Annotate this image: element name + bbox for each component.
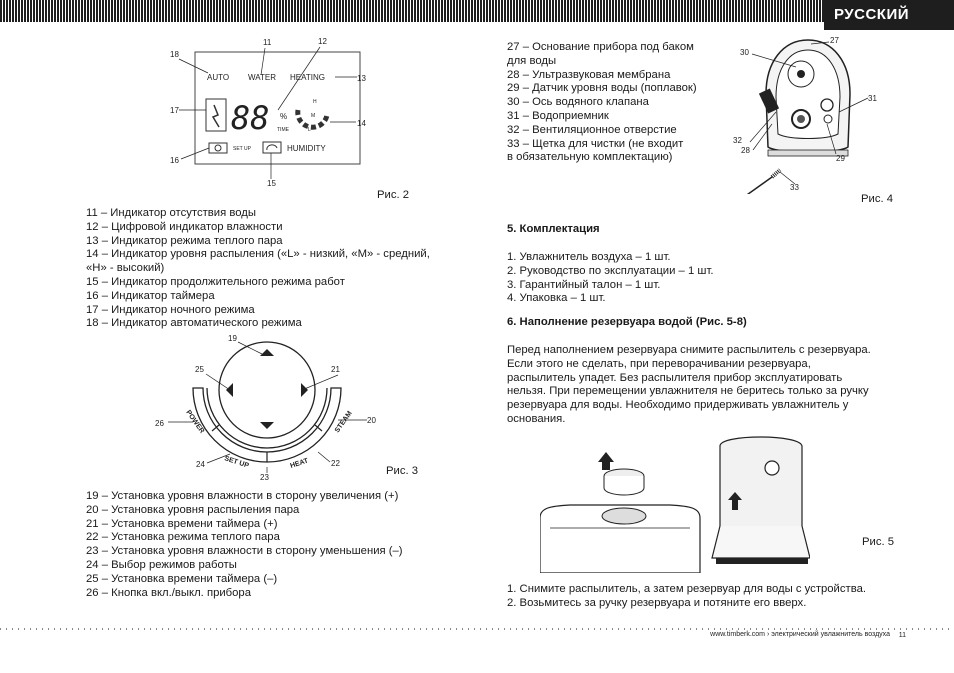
callout-29: 29 xyxy=(836,154,845,163)
footer-divider xyxy=(0,628,954,630)
list-item: 11 – Индикатор отсутствия воды xyxy=(86,207,256,219)
callout-33: 33 xyxy=(790,183,799,192)
callout-13: 13 xyxy=(357,74,366,83)
lcd-setup-label: SET UP xyxy=(233,146,251,152)
callout-21: 21 xyxy=(331,365,340,374)
arrow-down-icon xyxy=(260,422,274,429)
list-item: 31 – Водоприемник xyxy=(507,109,609,122)
callout-11: 11 xyxy=(263,38,272,47)
list-item: 30 – Ось водяного клапана xyxy=(507,96,649,109)
section6-paragraph xyxy=(507,344,871,427)
callout-30: 30 xyxy=(740,48,749,57)
list-item: 28 – Ультразвуковая мембрана xyxy=(507,68,671,81)
list-item: 2. Руководство по эксплуатации – 1 шт. xyxy=(507,264,714,277)
list-item: 17 – Индикатор ночного режима xyxy=(86,303,255,316)
humidifier-body xyxy=(720,437,802,529)
list-item: 1. Увлажнитель воздуха – 1 шт. xyxy=(507,251,671,263)
list-item: 2. Возьмитесь за ручку резервуара и потяните его вверх. xyxy=(507,596,807,609)
lcd-time-label: TIME xyxy=(277,127,289,133)
lcd-humidity-label: HUMIDITY xyxy=(287,144,326,153)
power-button-label[interactable]: POWER xyxy=(184,409,206,435)
callout-28: 28 xyxy=(741,146,750,155)
list-item: 13 – Индикатор режима теплого пара xyxy=(86,234,283,247)
lcd-water-label: WATER xyxy=(248,73,276,82)
list-item: в обязательную комплектацию) xyxy=(507,151,673,164)
paragraph-line: основания. xyxy=(507,412,566,425)
page-number: 11 xyxy=(898,632,906,639)
list-item: 22 – Установка режима теплого пара xyxy=(86,531,280,544)
section5-list xyxy=(507,251,714,306)
paragraph-line: резервуара для воды. Необходимо придерживать увлажнитель у xyxy=(507,399,849,412)
callout-22: 22 xyxy=(331,459,340,468)
footer-text: www.timberk.com › электрический увлажнитель воздуха xyxy=(710,631,890,638)
list-item: «H» - высокий) xyxy=(86,262,165,275)
control-panel-diagram xyxy=(150,330,385,485)
callout-19: 19 xyxy=(228,334,237,343)
paragraph-line: распылитель упадет. Без распылителя прибор эксплуатировать xyxy=(507,371,843,384)
list-item: 1. Снимите распылитель, а затем резервуар для воды с устройства. xyxy=(507,583,866,595)
list-item: для воды xyxy=(507,54,557,67)
arrow-up-icon xyxy=(598,452,614,470)
list-item: 26 – Кнопка вкл./выкл. прибора xyxy=(86,586,251,599)
list-item: 23 – Установка уровня влажности в сторону уменьшения (–) xyxy=(86,545,403,558)
paragraph-line: нельзя. При перемещении увлажнителя не беритесь только за ручку xyxy=(507,385,869,398)
callout-16: 16 xyxy=(170,156,179,165)
steam-button-label[interactable]: STEAM xyxy=(333,410,354,435)
list-item: 4. Упаковка – 1 шт. xyxy=(507,292,606,305)
lcd-m-label: M xyxy=(311,113,316,119)
device-base-diagram xyxy=(728,32,888,194)
setup-button-label[interactable]: SET UP xyxy=(223,455,250,470)
lcd-digits: 88 xyxy=(231,99,270,137)
lcd-h-label: H xyxy=(313,99,317,105)
list-item: 12 – Цифровой индикатор влажности xyxy=(86,220,283,233)
callout-17: 17 xyxy=(170,106,179,115)
callout-26: 26 xyxy=(155,419,164,428)
language-label: РУССКИЙ xyxy=(834,6,910,23)
list-item: 27 – Основание прибора под баком xyxy=(507,41,694,53)
fig2-caption: Рис. 2 xyxy=(377,189,410,201)
reservoir-handle xyxy=(765,461,779,475)
continuous-mode-icon xyxy=(267,145,277,150)
section6-steps xyxy=(507,583,866,611)
callout-32: 32 xyxy=(733,136,742,145)
button-arc-inner xyxy=(207,388,327,448)
fig3-legend-list xyxy=(86,490,403,600)
humidifier-base xyxy=(712,526,810,558)
list-item: 20 – Установка уровня распыления пара xyxy=(86,503,300,516)
paragraph-line: Перед наполнением резервуара снимите распылитель с резервуара. xyxy=(507,344,871,356)
callout-23: 23 xyxy=(260,473,269,482)
callout-20: 20 xyxy=(367,416,376,425)
fig5-caption: Рис. 5 xyxy=(862,536,895,548)
section5-title: 5. Комплектация xyxy=(507,223,600,235)
lcd-display-diagram xyxy=(165,35,375,190)
list-item: 25 – Установка времени таймера (–) xyxy=(86,572,278,585)
heat-button-label[interactable]: HEAT xyxy=(289,457,310,470)
reservoir-removal-diagram xyxy=(540,428,810,573)
callout-31: 31 xyxy=(868,94,877,103)
timer-icon xyxy=(215,145,221,151)
paragraph-line: Если этого не сделать, при переворачивании резервуара, xyxy=(507,357,811,370)
list-item: 24 – Выбор режимов работы xyxy=(86,558,237,571)
callout-14: 14 xyxy=(357,119,366,128)
section6-title: 6. Наполнение резервуара водой (Рис. 5-8) xyxy=(507,316,747,328)
lcd-l-label: L xyxy=(308,127,311,133)
lcd-percent: % xyxy=(280,112,288,121)
list-item: 19 – Установка уровня влажности в сторону увеличения (+) xyxy=(86,490,399,502)
callout-27: 27 xyxy=(830,36,839,45)
lcd-auto-label: AUTO xyxy=(207,73,230,82)
callout-24: 24 xyxy=(196,460,205,469)
list-item: 29 – Датчик уровня воды (поплавок) xyxy=(507,82,697,95)
lcd-heating-label: HEATING xyxy=(290,73,325,82)
list-item: 16 – Индикатор таймера xyxy=(86,289,215,302)
night-mode-icon xyxy=(213,105,219,127)
callout-15: 15 xyxy=(267,179,276,188)
list-item: 21 – Установка времени таймера (+) xyxy=(86,517,278,530)
list-item: 14 – Индикатор уровня распыления («L» - низкий, «M» - средний, xyxy=(86,248,430,261)
fig2-legend-list xyxy=(86,207,430,331)
cleaning-brush-icon xyxy=(772,170,780,177)
fig4-caption: Рис. 4 xyxy=(861,193,894,205)
callout-12: 12 xyxy=(318,37,327,46)
language-tab xyxy=(824,0,954,30)
fig3-caption: Рис. 3 xyxy=(386,465,419,477)
list-item: 32 – Вентиляционное отверстие xyxy=(507,123,677,136)
callout-18: 18 xyxy=(170,50,179,59)
list-item: 15 – Индикатор продолжительного режима работ xyxy=(86,275,345,288)
cleaning-brush-handle xyxy=(744,177,772,194)
sprayer-part xyxy=(604,476,644,495)
list-item: 3. Гарантийный талон – 1 шт. xyxy=(507,278,661,291)
list-item: 33 – Щетка для чистки (не входит xyxy=(507,137,684,150)
fig4-legend-list xyxy=(507,41,697,165)
header-stripe xyxy=(0,0,954,22)
arrow-up-icon xyxy=(260,349,274,356)
callout-25: 25 xyxy=(195,365,204,374)
list-item: 18 – Индикатор автоматического режима xyxy=(86,317,302,330)
